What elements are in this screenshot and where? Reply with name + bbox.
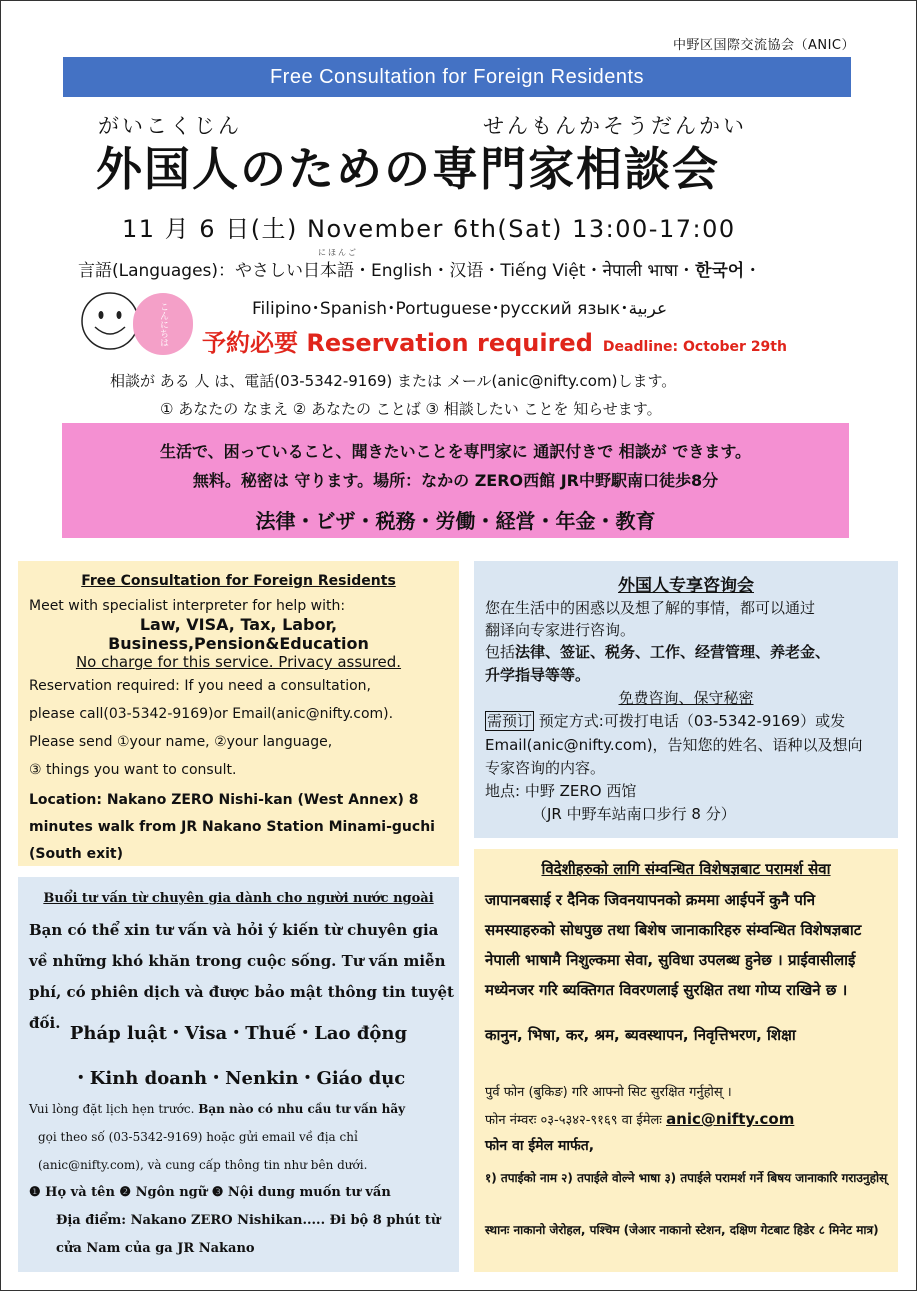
chinese-p1: 您在生活中的困惑以及想了解的事情，都可以通过 — [485, 599, 816, 617]
chinese-p2: 翻译向专家进行咨询。 — [485, 621, 636, 639]
vietnamese-steps: ❶ Họ và tên ❷ Ngôn ngữ ❸ Nội dung muốn tư vấn — [29, 1185, 391, 1200]
nihongo-ruby: にほんご — [318, 248, 358, 257]
chinese-p3-prefix: 包括 — [485, 643, 516, 661]
summary-line-1: 生活で、困っていること、聞きたいことを専門家に 通訳付きで 相談が できます。 — [159, 442, 752, 461]
nepali-steps: १) तपाईको नाम २) तपाईले वोल्ने भाषा ३) तपाईले परामर्श गर्ने बिषय जानाकारि गराउनुहोस् — [485, 1171, 888, 1185]
vietnamese-small-prefix: Vui lòng đặt lịch hẹn trước. — [29, 1102, 199, 1116]
english-topics — [18, 615, 459, 653]
nepali-p1: पुर्व फोन (बुकिङ) गरि आफ्नो सिट सुरक्षित गर्नुहोस् । — [485, 1085, 732, 1100]
korean-label: 한국어 — [694, 261, 745, 281]
languages-end: ・ — [744, 261, 762, 281]
nepali-topics: कानुन, भिषा, कर, श्रम, ब्यवस्थापन, निवृत्तिभरण, शिक्षा — [485, 1026, 796, 1044]
english-topics-2: Business,Pension&Education — [108, 634, 369, 653]
vietnamese-location: Địa điểm: Nakano ZERO Nishikan..... Đi bộ 8 phút từ cửa Nam của ga JR Nakano — [56, 1213, 441, 1256]
chinese-p4 — [485, 664, 590, 685]
title-ruby-2: せんもんかそうだんかい — [483, 114, 747, 138]
summary-box — [62, 423, 849, 538]
english-no-charge: No charge for this service. Privacy assured. — [75, 653, 402, 671]
vietnamese-topics-1: Pháp luật・Visa・Thuế・Lao động — [69, 1023, 408, 1044]
english-heading: Free Consultation for Foreign Residents — [81, 573, 396, 589]
deadline: Deadline: October 29th — [602, 339, 787, 355]
title-ruby-1: がいこくじん — [98, 114, 242, 138]
english-meet: Meet with specialist interpreter for help with: — [29, 598, 346, 614]
nepali-location: स्थानः नाकानो जेरोहल, पश्चिम (जेआर नाकानो स्टेशन, दक्षिण गेटबाट हिडेर ८ मिनेट मात्र) — [485, 1223, 879, 1237]
nepali-body: जापानबसाई र दैनिक जिवनयापनको क्रममा आईपर्ने कुनै पनि समस्याहरुको सोधपुछ तथा बिशेष जानाकारिहरु संम्वन्धित विशेषज्ञबाट नेपाली भाषामै निशुल्कमा सेवा, सुविधा उपलब्ध हुनेछ । प्राईवासीलाई मध्येनजर गरि ब्यक्तिगत विवरणलाई सुरक्षित तथा गोप्य राखिने छ । — [485, 891, 862, 999]
nepali-email: anic@nifty.com — [666, 1110, 795, 1128]
chinese-p6: Email(anic@nifty.com)，告知您的姓名、语种以及想向 — [485, 736, 863, 754]
chinese-free: 免费咨询、保守秘密 — [618, 689, 754, 707]
page-title: 外国人のための専門家相談会 — [96, 142, 720, 196]
chinese-reservation-tag: 需预订 — [487, 712, 533, 730]
summary-line-2: 無料。秘密は 守ります。場所：なかの ZERO西館 JR中野駅南口徒歩8分 — [192, 471, 719, 490]
vietnamese-small-bold: Bạn nào có nhu cầu tư vấn hãy — [198, 1102, 406, 1116]
greeting-bubble: こんにちは — [133, 293, 193, 355]
chinese-topics: 法律、签证、税务、工作、经营管理、养老金、 — [515, 643, 831, 661]
english-location: Location: Nakano ZERO Nishi-kan (West Annex) 8 minutes walk from JR Nakano Station Minami-guchi (South exit) — [29, 792, 435, 862]
nepali-phone: फोन नंम्वरः ०३-५३४२-९१६९ वा ईमेलः — [485, 1113, 667, 1128]
english-section — [18, 561, 459, 866]
chinese-p5-text: 预定方式:可拨打电话（03-5342-9169）或发 — [534, 712, 846, 730]
chinese-section — [474, 561, 898, 838]
contact-line-1: 相談が ある 人 は、電話(03-5342-9169) または メール(anic@nifty.com)します。 — [110, 372, 677, 390]
event-date: 11 月 6 日(土) November 6th(Sat) 13:00-17:00 — [122, 215, 736, 243]
summary-topics: 法律・ビザ・税務・労働・経営・年金・教育 — [255, 509, 656, 533]
smiley-icon — [80, 291, 140, 351]
chinese-topics-2: 升学指导等等。 — [485, 666, 591, 684]
languages-line-1 — [78, 256, 761, 281]
vietnamese-heading: Buổi tư vấn từ chuyên gia dành cho người nước ngoài — [43, 891, 434, 906]
nepali-section — [474, 849, 898, 1272]
nepali-p2 — [485, 1110, 794, 1128]
organization-name: 中野区国際交流協会（ANIC） — [672, 38, 855, 53]
languages-line-2: Filipino･Spanish･Portuguese･русский язык･عربية — [252, 299, 668, 319]
nepali-p3: फोन वा ईमेल मार्फत, — [485, 1138, 595, 1154]
vietnamese-body: Bạn có thể xin tư vấn và hỏi ý kiến từ chuyên gia về những khó khăn trong cuộc sống. Tư vấn miễn phí, có phiên dịch và được bảo mật thông tin tuyệt đối. — [29, 921, 454, 1032]
banner: Free Consultation for Foreign Residents — [63, 57, 851, 97]
chinese-p5 — [485, 710, 845, 731]
english-p4: ③ things you want to consult. — [29, 762, 237, 778]
nepali-heading: विदेशीहरुको लागि संम्वन्धित विशेषज्ञबाट परामर्श सेवा — [541, 860, 831, 878]
english-p2: please call(03-5342-9169)or Email(anic@nifty.com). — [29, 706, 394, 722]
vietnamese-small-2: gọi theo số (03-5342-9169) hoặc gửi email về địa chỉ — [38, 1130, 358, 1144]
reservation-notice — [202, 323, 787, 358]
languages-text: 言語(Languages)：やさしい日本語・English・汉语・Tiếng Việt・नेपाली भाषा・ — [78, 261, 695, 281]
vietnamese-small-3: (anic@nifty.com), và cung cấp thông tin như bên dưới. — [38, 1158, 368, 1172]
chinese-p7: 专家咨询的内容。 — [485, 759, 606, 777]
vietnamese-small-1 — [29, 1095, 454, 1123]
chinese-heading: 外国人专享咨询会 — [618, 576, 754, 596]
chinese-p3 — [485, 641, 830, 662]
chinese-p9: （JR 中野车站南口步行 8 分） — [532, 805, 736, 823]
vietnamese-section — [18, 877, 459, 1272]
english-p3: Please send ①your name, ②your language, — [29, 734, 333, 750]
contact-line-2: ① あなたの なまえ ② あなたの ことば ③ 相談したい ことを 知らせます。 — [160, 400, 662, 418]
chinese-p8: 地点: 中野 ZERO 西馆 — [485, 782, 637, 800]
english-p1: Reservation required: If you need a consultation, — [29, 678, 372, 694]
vietnamese-topics-2: ・Kinh doanh・Nenkin・Giáo dục — [71, 1068, 406, 1089]
reservation-main: 予約必要 Reservation required — [202, 329, 593, 357]
english-topics-1: Law, VISA, Tax, Labor, — [139, 615, 338, 634]
